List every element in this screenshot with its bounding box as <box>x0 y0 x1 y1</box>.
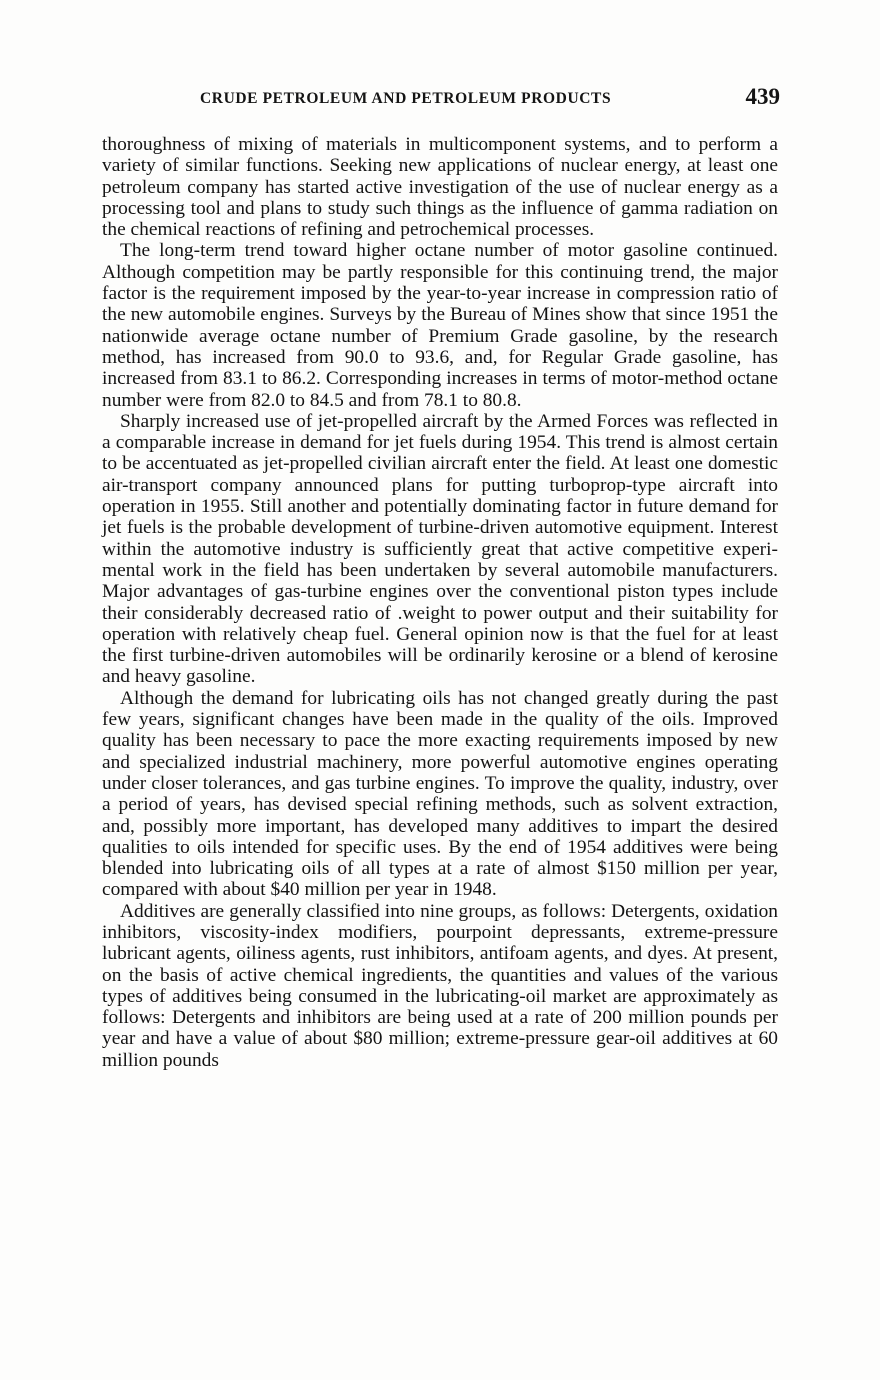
paragraph-nuclear-energy: thoroughness of mixing of materials in multicomponent systems, and to perform a variety of similar functions. Seeking new applications of nuclear energy, at least one petroleum company has started active investigation of the use of nuclear energy as a processing tool and plans to study such things as the influence of gamma radiation on the chemical reactions of refining and petrochemical processes. <box>102 134 778 241</box>
paragraph-lubricating-oils: Although the demand for lubricating oils has not changed greatly during the past few years, significant changes have been made in the quality of the oils. Improved quality has been necessary to pace the more exacting requirements imposed by new and specialized industrial machinery, more powerful automotive engines operating under closer tolerances, and gas turbine engines. To improve the quality, industry, over a period of years, has devised special refining methods, such as solvent extraction, and, possibly more important, has developed many additives to impart the desired qualities to oils intended for specific uses. By the end of 1954 additives were being blended into lubricating oils of all types at a rate of almost $150 million per year, compared with about $40 million per year in 1948. <box>102 687 778 901</box>
body-text <box>102 134 778 1071</box>
paragraph-additives: Additives are generally classified into nine groups, as follows: Detergents, oxidation inhibitors, viscosity-index modifiers, pourpoint depressants, extreme-pressure lubricant agents, oiliness agents, rust inhibitors, antifoam agents, and dyes. At present, on the basis of active chemical ingredients, the quantities and values of the various types of additives being consumed in the lubricating-oil market are approximately as follows: Detergents and inhibitors are being used at a rate of 200 million pounds per year and have a value of about $80 million; extreme-pressure gear-oil additives at 60 million pounds <box>102 900 778 1071</box>
running-header <box>102 84 780 114</box>
paragraph-jet-fuels: Sharply increased use of jet-propelled aircraft by the Armed Forces was reflected in a comparable increase in demand for jet fuels during 1954. This trend is almost certain to be accentuated as jet-propelled civilian aircraft enter the field. At least one domestic air-transport company announced plans for putting turboprop-type aircraft into operation in 1955. Still another and potentially dominating factor in future demand for jet fuels is the probable development of turbine-driven automotive equipment. Interest within the automotive industry is sufficiently great that active competitive experimental work in the field has been undertaken by several automobile manufacturers. Major advantages of gas-turbine engines over the conventional piston types include their considerably decreased ratio of .weight to power output and their suitability for operation with relatively cheap fuel. General opinion now is that the fuel for at least the first turbine-driven automobiles will be ordinarily kerosine or a blend of kerosine and heavy gasoline. <box>102 410 778 688</box>
running-title: CRUDE PETROLEUM AND PETROLEUM PRODUCTS <box>200 90 612 107</box>
page-number: 439 <box>745 84 780 109</box>
paragraph-octane-trend: The long-term trend toward higher octane number of motor gasoline continued. Although competition may be partly responsible for this continuing trend, the major factor is the requirement imposed by the year-to-year increase in compression ratio of the new automobile engines. Surveys by the Bureau of Mines show that since 1951 the nationwide average octane number of Premium Grade gasoline, by the research method, has increased from 90.0 to 93.6, and, for Regular Grade gasoline, has increased from 83.1 to 86.2. Corresponding increases in terms of motor-method octane number were from 82.0 to 84.5 and from 78.1 to 80.8. <box>102 240 778 411</box>
